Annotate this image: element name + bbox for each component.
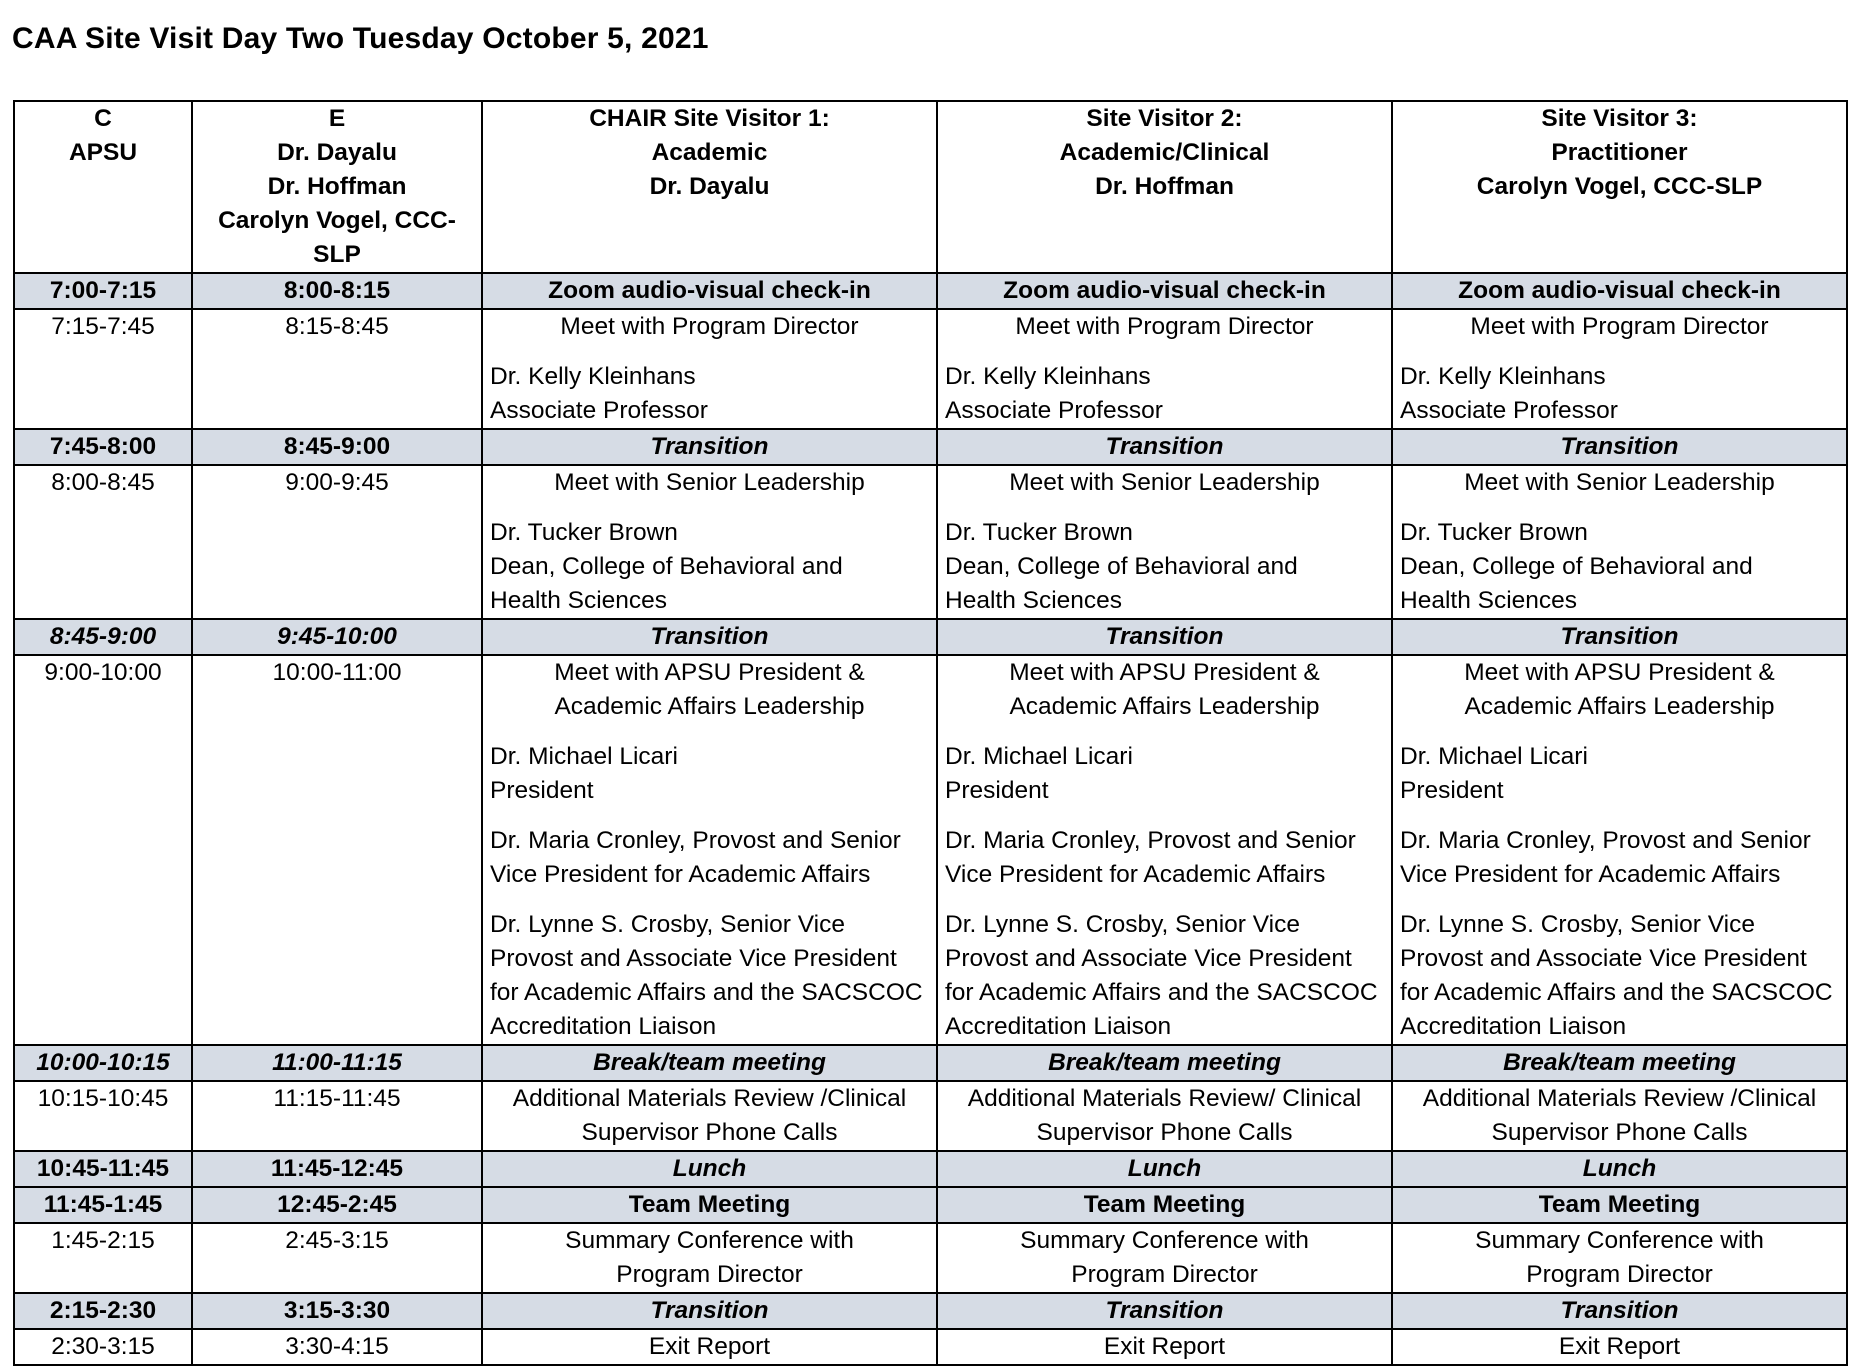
schedule-body (14, 273, 1847, 1365)
apsu-time-cell: 7:45-8:00 (14, 429, 192, 465)
visitor-3-event-cell: Transition (1392, 429, 1847, 465)
header-line: Dr. Dayalu (277, 139, 397, 166)
visitor-time-cell: 11:45-12:45 (192, 1151, 482, 1187)
attendee-block (490, 516, 929, 618)
meeting-title: Meet with Program Director (560, 313, 859, 340)
meeting-title: Academic Affairs Leadership (554, 693, 865, 720)
visitor-3-event-cell: Transition (1392, 619, 1847, 655)
attendee-line: Dr. Maria Cronley, Provost and Senior (945, 827, 1356, 854)
visitor-2-event-cell (937, 309, 1392, 429)
apsu-time-cell: 1:45-2:15 (14, 1223, 192, 1293)
visitor-3-event-cell (1392, 309, 1847, 429)
visitor-2-event-cell (937, 1329, 1392, 1365)
visitor-time-cell: 11:15-11:45 (192, 1081, 482, 1151)
header-row (14, 101, 1847, 273)
meeting-title: Academic Affairs Leadership (1009, 693, 1320, 720)
schedule-table (13, 100, 1848, 1366)
attendee-block (1400, 824, 1839, 892)
apsu-time-cell: 10:15-10:45 (14, 1081, 192, 1151)
header-line: Practitioner (1551, 139, 1688, 166)
attendee-block (490, 824, 929, 892)
attendee-line: Dr. Michael Licari (490, 743, 678, 770)
visitor-time-cell: 2:45-3:15 (192, 1223, 482, 1293)
visitor-1-event-cell (482, 655, 937, 1045)
attendee-line: Dean, College of Behavioral and (1400, 553, 1753, 580)
visitor-2-event-cell: Lunch (937, 1151, 1392, 1187)
visitor-time-cell: 8:15-8:45 (192, 309, 482, 429)
event-line: Additional Materials Review /Clinical (1422, 1085, 1817, 1112)
header-line: Dr. Dayalu (649, 173, 770, 200)
table-row (14, 309, 1847, 429)
visitor-3-event-cell: Transition (1392, 1293, 1847, 1329)
attendee-line: President (945, 777, 1049, 804)
visitor-1-event-cell (482, 309, 937, 429)
visitor-2-event-cell: Transition (937, 619, 1392, 655)
visitor-time-cell: 3:15-3:30 (192, 1293, 482, 1329)
meeting-title: Meet with Program Director (1470, 313, 1769, 340)
attendee-line: Accreditation Liaison (1400, 1013, 1627, 1040)
event-line: Program Director (1526, 1261, 1713, 1288)
meeting-title: Meet with APSU President & (1009, 659, 1320, 686)
table-row (14, 1045, 1847, 1081)
attendee-block (945, 740, 1384, 808)
attendee-line: Dr. Michael Licari (1400, 743, 1588, 770)
attendee-line: for Academic Affairs and the SACSCOC (1400, 979, 1833, 1006)
table-row (14, 655, 1847, 1045)
apsu-time-cell: 8:45-9:00 (14, 619, 192, 655)
attendee-line: Associate Professor (1400, 397, 1618, 424)
attendee-block (1400, 908, 1839, 1044)
visitor-time-cell: 8:45-9:00 (192, 429, 482, 465)
attendee-block (1400, 360, 1839, 428)
apsu-time-cell: 10:00-10:15 (14, 1045, 192, 1081)
table-row (14, 1293, 1847, 1329)
attendee-line: President (490, 777, 594, 804)
visitor-2-event-cell: Break/team meeting (937, 1045, 1392, 1081)
apsu-time-cell: 2:30-3:15 (14, 1329, 192, 1365)
attendee-line: Dr. Tucker Brown (490, 519, 678, 546)
header-line: Dr. Hoffman (267, 173, 407, 200)
header-line: Academic (651, 139, 768, 166)
apsu-time-cell: 11:45-1:45 (14, 1187, 192, 1223)
attendee-block (490, 908, 929, 1044)
visitor-2-event-cell: Transition (937, 429, 1392, 465)
visitor-1-event-cell: Transition (482, 1293, 937, 1329)
attendee-line: Dean, College of Behavioral and (945, 553, 1298, 580)
attendee-line: Dr. Tucker Brown (1400, 519, 1588, 546)
attendee-block (490, 740, 929, 808)
attendee-line: Dr. Lynne S. Crosby, Senior Vice (1400, 911, 1755, 938)
header-line: CHAIR Site Visitor 1: (589, 105, 830, 132)
table-row (14, 1223, 1847, 1293)
attendee-line: Health Sciences (945, 587, 1123, 614)
table-row (14, 1329, 1847, 1365)
visitor-2-event-cell (937, 1223, 1392, 1293)
attendee-line: Dr. Michael Licari (945, 743, 1133, 770)
visitor-3-event-cell: Team Meeting (1392, 1187, 1847, 1223)
apsu-time-cell: 8:00-8:45 (14, 465, 192, 619)
attendee-line: Dr. Lynne S. Crosby, Senior Vice (490, 911, 845, 938)
header-line: E (328, 105, 346, 132)
table-row (14, 1081, 1847, 1151)
table-row (14, 429, 1847, 465)
header-line: Academic/Clinical (1059, 139, 1270, 166)
attendee-line: for Academic Affairs and the SACSCOC (490, 979, 923, 1006)
event-line: Supervisor Phone Calls (1036, 1119, 1293, 1146)
attendee-line: Dr. Maria Cronley, Provost and Senior (490, 827, 901, 854)
attendee-line: Vice President for Academic Affairs (490, 861, 871, 888)
attendee-block (945, 908, 1384, 1044)
event-line: Exit Report (648, 1333, 771, 1360)
visitor-1-event-cell: Zoom audio-visual check-in (482, 273, 937, 309)
event-line: Program Director (616, 1261, 803, 1288)
event-line: Additional Materials Review /Clinical (512, 1085, 907, 1112)
event-line: Program Director (1071, 1261, 1258, 1288)
visitor-1-event-cell: Transition (482, 619, 937, 655)
meeting-title: Meet with Senior Leadership (1464, 469, 1775, 496)
attendee-line: Dr. Kelly Kleinhans (945, 363, 1151, 390)
event-line: Supervisor Phone Calls (581, 1119, 838, 1146)
visitor-1-event-cell (482, 1081, 937, 1151)
attendee-line: Accreditation Liaison (945, 1013, 1172, 1040)
attendee-line: Provost and Associate Vice President (490, 945, 897, 972)
apsu-time-cell: 7:15-7:45 (14, 309, 192, 429)
meeting-title: Meet with APSU President & (554, 659, 865, 686)
visitor-2-event-cell: Team Meeting (937, 1187, 1392, 1223)
visitor-3-event-cell: Zoom audio-visual check-in (1392, 273, 1847, 309)
attendee-line: Vice President for Academic Affairs (1400, 861, 1781, 888)
visitor-2-event-cell (937, 655, 1392, 1045)
meeting-title: Meet with Senior Leadership (554, 469, 865, 496)
attendee-line: Dr. Tucker Brown (945, 519, 1133, 546)
apsu-time-cell: 7:00-7:15 (14, 273, 192, 309)
attendee-line: Dr. Lynne S. Crosby, Senior Vice (945, 911, 1300, 938)
visitor-3-event-cell (1392, 465, 1847, 619)
apsu-time-cell: 2:15-2:30 (14, 1293, 192, 1329)
attendee-line: for Academic Affairs and the SACSCOC (945, 979, 1378, 1006)
header-line: APSU (68, 139, 138, 166)
event-line: Exit Report (1558, 1333, 1681, 1360)
visitor-1-event-cell: Break/team meeting (482, 1045, 937, 1081)
attendee-block (945, 516, 1384, 618)
header-line: C (94, 105, 112, 132)
visitor-3-event-cell (1392, 1081, 1847, 1151)
meeting-title: Meet with Program Director (1015, 313, 1314, 340)
attendee-line: Vice President for Academic Affairs (945, 861, 1326, 888)
visitor-1-event-cell: Team Meeting (482, 1187, 937, 1223)
event-line: Summary Conference with (1475, 1227, 1764, 1254)
visitor-3-event-cell: Break/team meeting (1392, 1045, 1847, 1081)
attendee-line: Dr. Kelly Kleinhans (1400, 363, 1606, 390)
visitor-2-event-cell (937, 465, 1392, 619)
attendee-block (490, 360, 929, 428)
visitor-3-event-cell (1392, 1329, 1847, 1365)
attendee-line: Accreditation Liaison (490, 1013, 717, 1040)
header-visitor-time (192, 101, 482, 273)
attendee-line: Associate Professor (490, 397, 708, 424)
attendee-line: Dean, College of Behavioral and (490, 553, 843, 580)
attendee-line: President (1400, 777, 1504, 804)
visitor-1-event-cell: Lunch (482, 1151, 937, 1187)
header-site-visitor-1 (482, 101, 937, 273)
page-title: CAA Site Visit Day Two Tuesday October 5, 2021 (12, 22, 709, 55)
attendee-line: Associate Professor (945, 397, 1163, 424)
header-site-visitor-3 (1392, 101, 1847, 273)
header-line: Carolyn Vogel, CCC-SLP (218, 207, 456, 268)
visitor-3-event-cell (1392, 655, 1847, 1045)
attendee-line: Provost and Associate Vice President (1400, 945, 1807, 972)
table-row (14, 619, 1847, 655)
visitor-time-cell: 10:00-11:00 (192, 655, 482, 1045)
visitor-1-event-cell (482, 1329, 937, 1365)
visitor-time-cell: 12:45-2:45 (192, 1187, 482, 1223)
visitor-2-event-cell: Transition (937, 1293, 1392, 1329)
event-line: Summary Conference with (565, 1227, 854, 1254)
header-apsu-time (14, 101, 192, 273)
visitor-time-cell: 9:00-9:45 (192, 465, 482, 619)
table-row (14, 273, 1847, 309)
attendee-block (945, 360, 1384, 428)
apsu-time-cell: 9:00-10:00 (14, 655, 192, 1045)
apsu-time-cell: 10:45-11:45 (14, 1151, 192, 1187)
meeting-title: Academic Affairs Leadership (1464, 693, 1775, 720)
meeting-title: Meet with APSU President & (1464, 659, 1775, 686)
header-line: Dr. Hoffman (1095, 173, 1234, 200)
table-row (14, 1187, 1847, 1223)
visitor-1-event-cell (482, 1223, 937, 1293)
event-line: Supervisor Phone Calls (1491, 1119, 1748, 1146)
header-site-visitor-2 (937, 101, 1392, 273)
visitor-time-cell: 9:45-10:00 (192, 619, 482, 655)
attendee-block (1400, 740, 1839, 808)
meeting-title: Meet with Senior Leadership (1009, 469, 1320, 496)
attendee-line: Health Sciences (1400, 587, 1578, 614)
visitor-2-event-cell (937, 1081, 1392, 1151)
header-line: Site Visitor 2: (1086, 105, 1243, 132)
visitor-time-cell: 3:30-4:15 (192, 1329, 482, 1365)
header-line: Carolyn Vogel, CCC-SLP (1476, 173, 1763, 200)
table-row (14, 1151, 1847, 1187)
attendee-line: Dr. Kelly Kleinhans (490, 363, 696, 390)
visitor-1-event-cell: Transition (482, 429, 937, 465)
event-line: Summary Conference with (1020, 1227, 1309, 1254)
header-line: Site Visitor 3: (1541, 105, 1698, 132)
attendee-block (1400, 516, 1839, 618)
visitor-3-event-cell: Lunch (1392, 1151, 1847, 1187)
attendee-line: Dr. Maria Cronley, Provost and Senior (1400, 827, 1811, 854)
event-line: Additional Materials Review/ Clinical (967, 1085, 1362, 1112)
visitor-time-cell: 11:00-11:15 (192, 1045, 482, 1081)
visitor-3-event-cell (1392, 1223, 1847, 1293)
visitor-time-cell: 8:00-8:15 (192, 273, 482, 309)
visitor-2-event-cell: Zoom audio-visual check-in (937, 273, 1392, 309)
event-line: Exit Report (1103, 1333, 1226, 1360)
attendee-line: Health Sciences (490, 587, 668, 614)
attendee-line: Provost and Associate Vice President (945, 945, 1352, 972)
visitor-1-event-cell (482, 465, 937, 619)
table-row (14, 465, 1847, 619)
attendee-block (945, 824, 1384, 892)
